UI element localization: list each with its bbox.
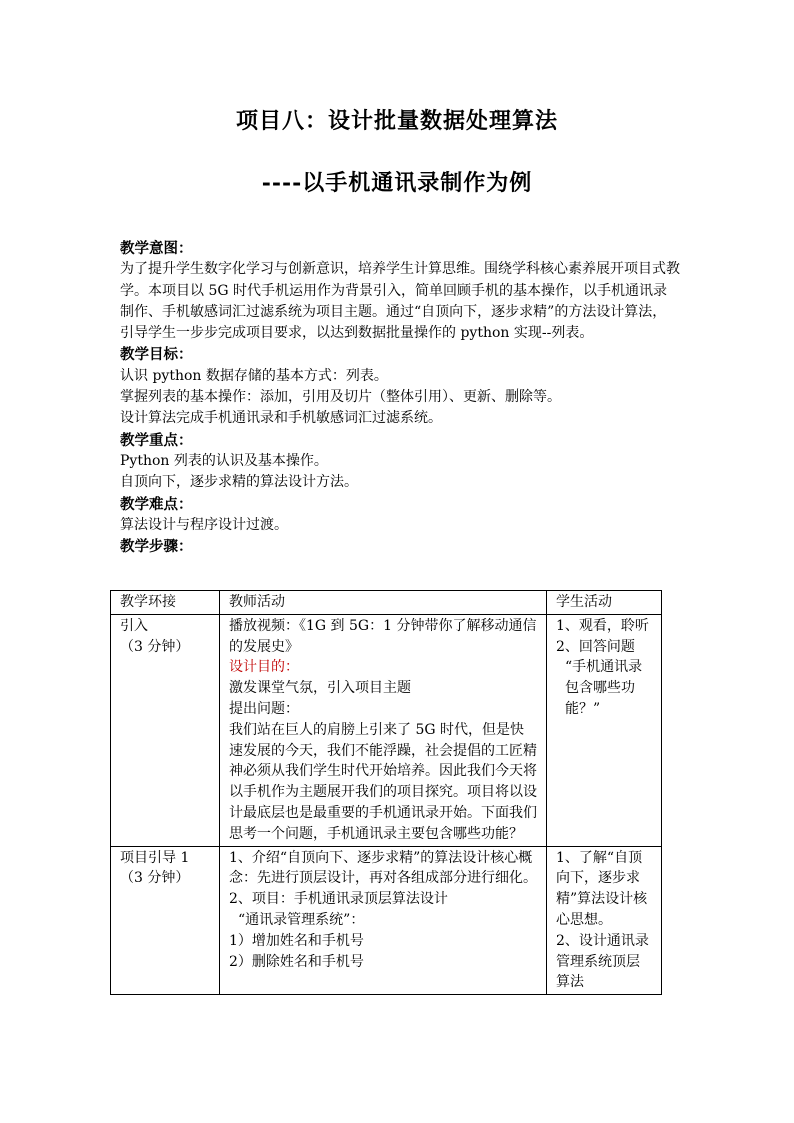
- teacher-line: 1）增加姓名和手机号: [229, 932, 364, 949]
- teacher-line: 播放视频：《1G 到 5G：1 分钟带你了解移动通信的发展史》: [229, 617, 537, 655]
- teacher-line: 我们站在巨人的肩膀上引来了 5G 时代，但是快速发展的今天，我们不能浮躁，社会提倡的工匠精神必须从我们学生时代开始培养。因此我们今天将以手机作为主题展开我们的项目探究。项目将以设计最底层也是最重要的手机通讯录开始。下面我们思考一个问题，手机通讯录主要包含哪些功能？: [229, 721, 537, 842]
- table-row: [111, 614, 662, 846]
- header-teacher: 教师活动: [220, 591, 547, 615]
- key-point-item: 自顶向下，逐步求精的算法设计方法。: [120, 474, 358, 491]
- teacher-line: 2、项目：手机通讯录顶层算法设计: [229, 891, 448, 908]
- goal-item: 认识 python 数据存储的基本方式：列表。: [120, 367, 388, 384]
- key-point-item: Python 列表的认识及基本操作。: [120, 452, 328, 469]
- difficulty-text: 算法设计与程序设计过渡。: [120, 516, 288, 533]
- student-line: “手机通讯录包含哪些功能？”: [565, 659, 643, 717]
- stage-cell: [111, 846, 220, 995]
- student-line: 1、了解“自顶向下，逐步求精”算法设计核心思想。: [556, 849, 648, 928]
- page-title: 项目八：设计批量数据处理算法: [235, 108, 558, 134]
- goal-item: 掌握列表的基本操作：添加，引用及切片（整体引用）、更新、删除等。: [120, 389, 561, 406]
- teacher-line: 提出问题：: [229, 700, 299, 717]
- teacher-line: 1、介绍“自顶向下、逐步求精”的算法设计核心概念：先进行顶层设计，再对各组成部分进行细化。: [229, 849, 537, 887]
- header-student: 学生活动: [547, 591, 662, 615]
- teacher-line: 设计目的：: [229, 659, 299, 676]
- student-line: 1、观看，聆听: [556, 617, 649, 634]
- table-row: [111, 846, 662, 995]
- teacher-cell: [220, 846, 547, 995]
- teacher-line: 激发课堂气氛，引入项目主题: [229, 680, 411, 697]
- teacher-line: “通讯录管理系统”：: [238, 911, 365, 928]
- header-stage: 教学环接: [111, 591, 220, 615]
- intent-text: 为了提升学生数字化学习与创新意识，培养学生计算思维。围绕学科核心素养展开项目式教学。本项目以 5G 时代手机运用作为背景引入，简单回顾手机的基本操作，以手机通讯录制作、手机敏感词汇过滤系统为项目主题。通过“自顶向下，逐步求精”的方法设计算法，引导学生一步步完成项目要求，以达到数据批量操作的 python 实现--列表。: [120, 261, 680, 342]
- lesson-body: [120, 238, 680, 557]
- page-subtitle: ----以手机通讯录制作为例: [261, 170, 533, 196]
- stage-name: 项目引导 1: [120, 849, 190, 866]
- stage-time: （3 分钟）: [120, 638, 190, 655]
- stage-time: （3 分钟）: [120, 870, 190, 887]
- teaching-steps-table: [110, 590, 662, 995]
- teacher-line: 2）删除姓名和手机号: [229, 953, 364, 970]
- steps-heading: 教学步骤：: [120, 538, 193, 556]
- teacher-cell: [220, 614, 547, 846]
- student-cell: [547, 846, 662, 995]
- intent-heading: 教学意图：: [120, 240, 193, 257]
- student-cell: [547, 614, 662, 846]
- table-header-row: [111, 591, 662, 615]
- stage-cell: [111, 614, 220, 846]
- difficulty-heading: 教学难点：: [120, 495, 193, 513]
- student-line: 2、设计通讯录管理系统顶层算法: [556, 932, 649, 991]
- stage-name: 引入: [120, 617, 148, 634]
- goal-item: 设计算法完成手机通讯录和手机敏感词汇过滤系统。: [120, 410, 442, 427]
- goals-heading: 教学目标：: [120, 346, 193, 364]
- key-points-heading: 教学重点：: [120, 431, 193, 449]
- student-line: 2、回答问题: [556, 638, 635, 655]
